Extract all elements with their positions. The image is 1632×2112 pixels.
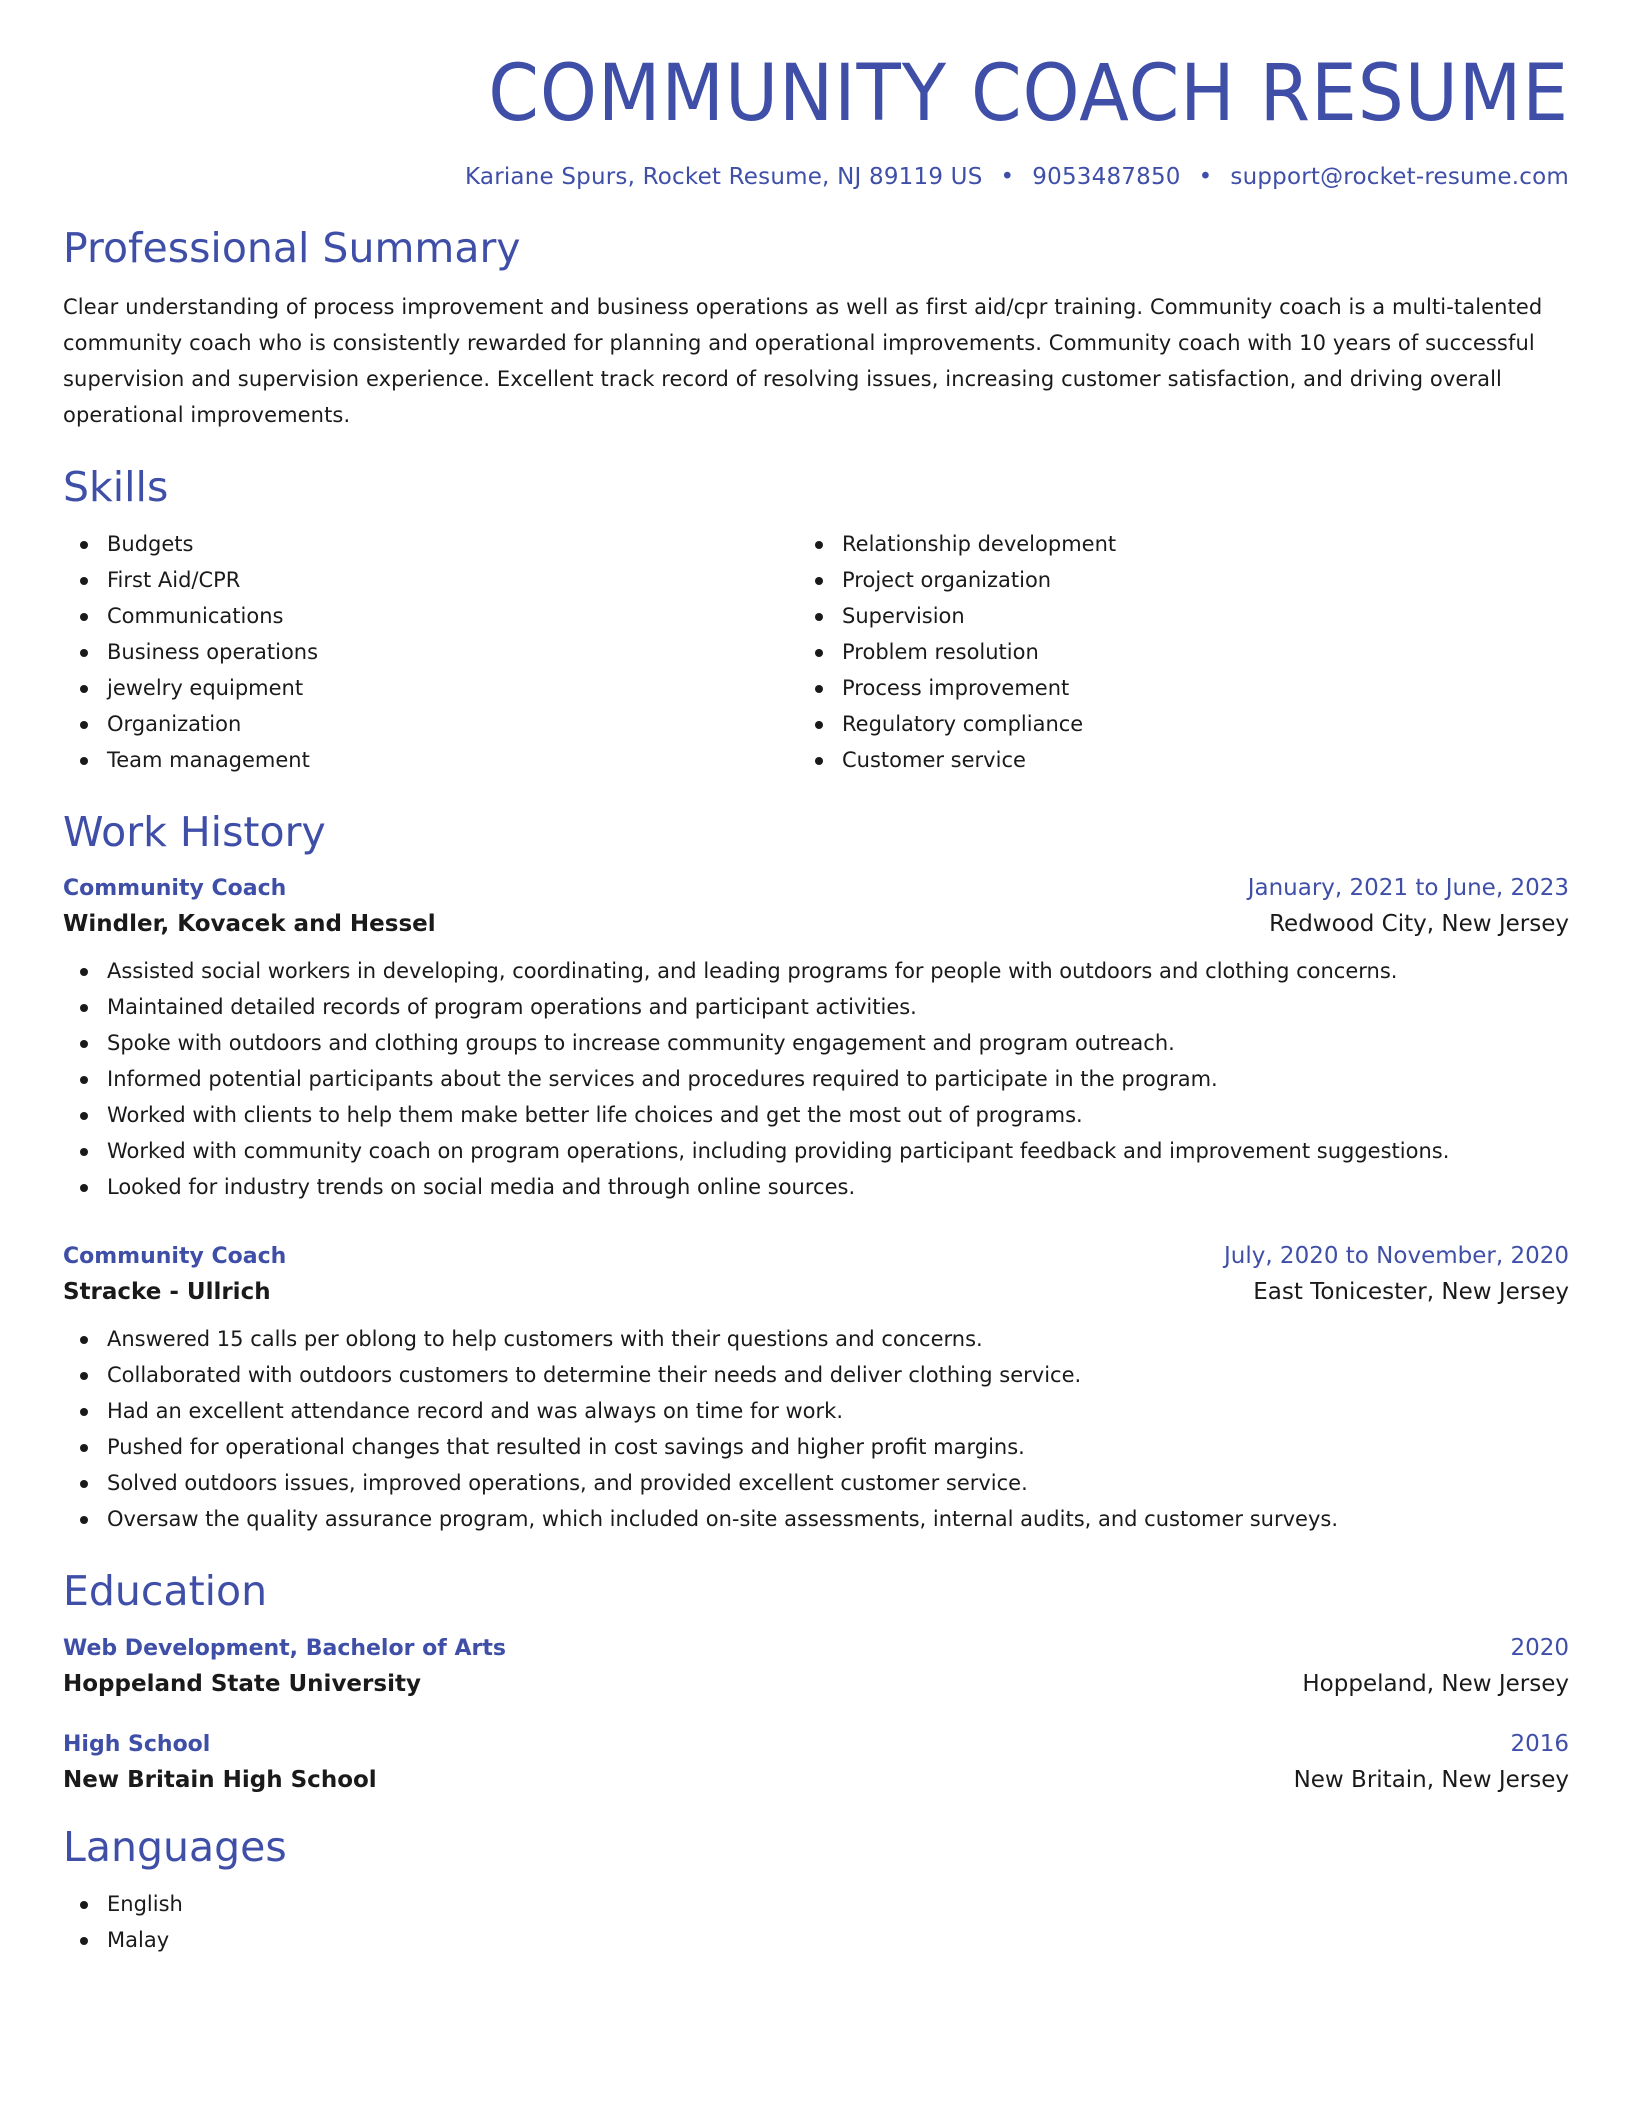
skills-grid [63, 526, 1569, 778]
education-school: New Britain High School [63, 1766, 377, 1793]
work-history-section [63, 808, 1569, 1537]
section-heading-education: Education [63, 1567, 268, 1616]
education-year: 2016 [1510, 1730, 1569, 1757]
languages-section [63, 1823, 1569, 1958]
skill-item: Organization [63, 706, 798, 742]
contact-separator: • [1198, 163, 1213, 190]
contact-phone: 9053487850 [1032, 163, 1181, 190]
job-location: Redwood City, New Jersey [1269, 911, 1569, 938]
languages-list [63, 1886, 1569, 1958]
job-location: East Tonicester, New Jersey [1253, 1279, 1569, 1306]
job-dates: July, 2020 to November, 2020 [1223, 1243, 1569, 1270]
skill-item: Business operations [63, 634, 798, 670]
skill-item: Supervision [798, 598, 1533, 634]
skill-item: Customer service [798, 742, 1533, 778]
section-heading-skills: Skills [63, 462, 169, 511]
job-duty: Looked for industry trends on social media and through online sources. [63, 1169, 1569, 1205]
job-duty: Oversaw the quality assurance program, which included on-site assessments, internal audits, and customer surveys. [63, 1501, 1569, 1537]
job-company-row [63, 1279, 1569, 1305]
skill-item: Communications [63, 598, 798, 634]
job-role: Community Coach [63, 1244, 287, 1270]
education-section [63, 1567, 1569, 1792]
job-duty: Solved outdoors issues, improved operations, and provided excellent customer service. [63, 1465, 1569, 1501]
skill-item: Problem resolution [798, 634, 1533, 670]
skill-item: Project organization [798, 562, 1533, 598]
job-duties [63, 1321, 1569, 1537]
job-duty: Pushed for operational changes that resulted in cost savings and higher profit margins. [63, 1429, 1569, 1465]
job-duty: Informed potential participants about the services and procedures required to participate in the program. [63, 1061, 1569, 1097]
job-duty: Assisted social workers in developing, coordinating, and leading programs for people with outdoors and clothing concerns. [63, 953, 1569, 989]
skills-list-left [63, 526, 798, 778]
job-company: Windler, Kovacek and Hessel [63, 911, 436, 938]
education-entry [63, 1635, 1569, 1697]
education-year: 2020 [1510, 1634, 1569, 1661]
job-role: Community Coach [63, 876, 287, 902]
education-location: Hoppeland, New Jersey [1302, 1670, 1569, 1697]
job-duty: Worked with community coach on program operations, including providing participant feedback and improvement suggestions. [63, 1133, 1569, 1169]
skill-item: Process improvement [798, 670, 1533, 706]
language-item: Malay [63, 1922, 1569, 1958]
resume-header [63, 49, 1569, 190]
job-dates: January, 2021 to June, 2023 [1247, 875, 1569, 902]
education-location: New Britain, New Jersey [1293, 1766, 1569, 1793]
job-duties [63, 953, 1569, 1205]
job-duty: Maintained detailed records of program operations and participant activities. [63, 989, 1569, 1025]
job-duty: Answered 15 calls per oblong to help customers with their questions and concerns. [63, 1321, 1569, 1357]
education-school: Hoppeland State University [63, 1670, 421, 1697]
skill-item: First Aid/CPR [63, 562, 798, 598]
job-duty: Spoke with outdoors and clothing groups to increase community engagement and program outreach. [63, 1025, 1569, 1061]
job-header-row [63, 875, 1569, 901]
section-heading-languages: Languages [63, 1822, 287, 1871]
section-heading-work-history: Work History [63, 808, 326, 857]
skill-item: Team management [63, 742, 798, 778]
education-degree: High School [63, 1731, 211, 1757]
section-heading-summary: Professional Summary [63, 223, 521, 272]
job-header-row [63, 1243, 1569, 1269]
contact-line [63, 164, 1569, 190]
education-degree: Web Development, Bachelor of Arts [63, 1635, 506, 1661]
resume-title: COMMUNITY COACH RESUME [488, 49, 1569, 139]
education-school-row [63, 1671, 1569, 1697]
contact-address: Kariane Spurs, Rocket Resume, NJ 89119 US [465, 163, 983, 190]
summary-section [63, 224, 1569, 433]
job-duty: Had an excellent attendance record and was always on time for work. [63, 1393, 1569, 1429]
contact-email[interactable]: support@rocket-resume.com [1230, 163, 1569, 190]
job-company: Stracke - Ullrich [63, 1279, 271, 1306]
education-school-row [63, 1767, 1569, 1793]
skill-item: Budgets [63, 526, 798, 562]
job-company-row [63, 911, 1569, 937]
skill-item: jewelry equipment [63, 670, 798, 706]
job-duty: Worked with clients to help them make better life choices and get the most out of programs. [63, 1097, 1569, 1133]
job-entry [63, 875, 1569, 1205]
skill-item: Regulatory compliance [798, 706, 1533, 742]
education-header-row [63, 1731, 1569, 1757]
job-entry [63, 1243, 1569, 1537]
contact-separator: • [1000, 163, 1015, 190]
skills-section [63, 463, 1569, 778]
education-entry [63, 1731, 1569, 1793]
language-item: English [63, 1886, 1569, 1922]
education-header-row [63, 1635, 1569, 1661]
summary-text: Clear understanding of process improvement and business operations as well as first aid/cpr training. Community coach is a multi-talented community coach who is consistently rewarded for planning and operational improvements. Community coach with 10 years of successful supervision and supervision experience. Excellent track record of resolving issues, increasing customer satisfaction, and driving overall operational improvements. [63, 294, 1543, 427]
skill-item: Relationship development [798, 526, 1533, 562]
skills-list-right [798, 526, 1533, 778]
job-duty: Collaborated with outdoors customers to determine their needs and deliver clothing service. [63, 1357, 1569, 1393]
